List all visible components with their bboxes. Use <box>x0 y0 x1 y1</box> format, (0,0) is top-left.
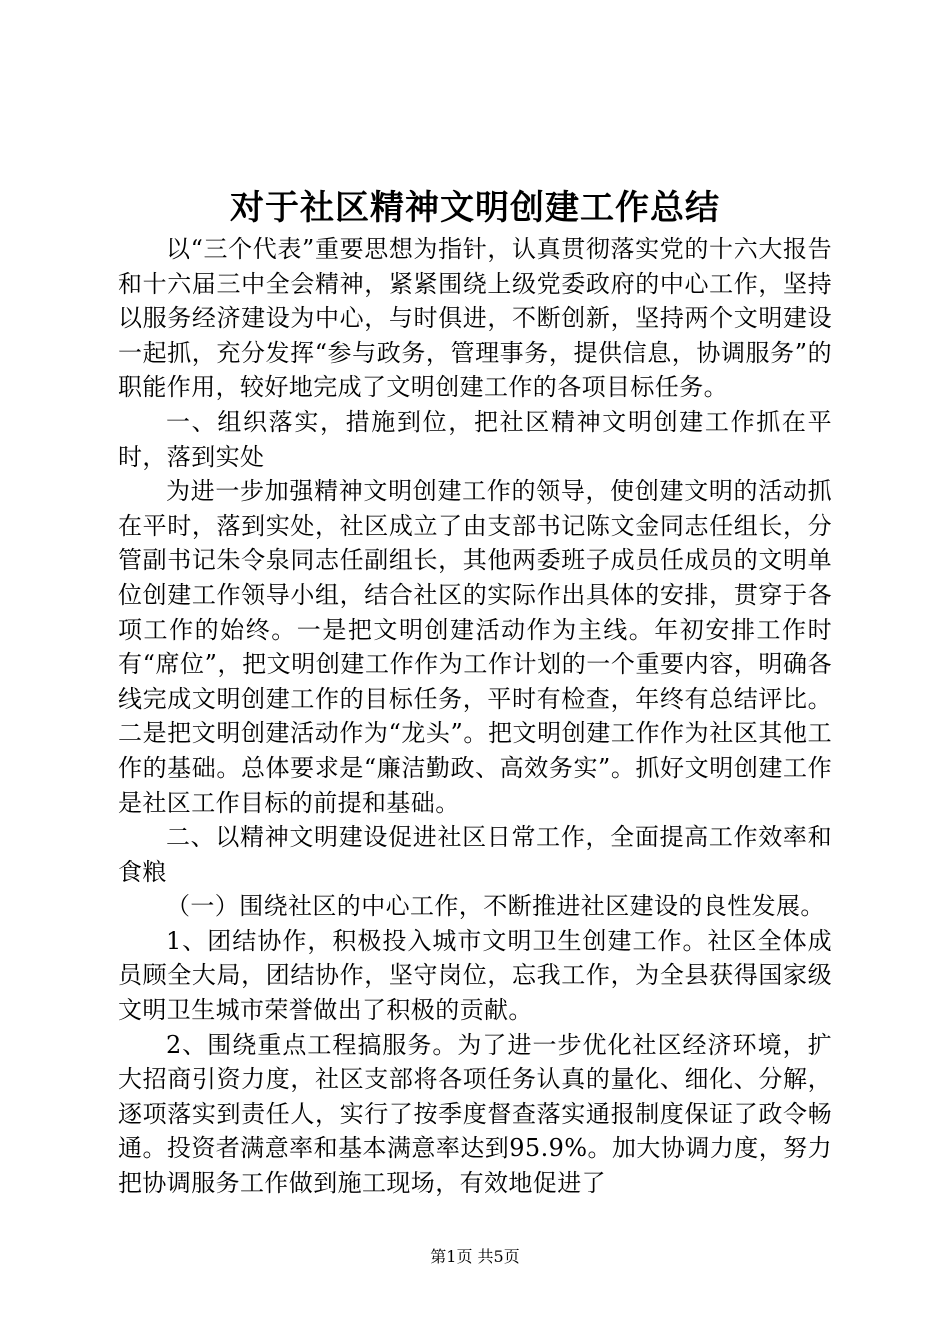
page-footer: 第1页 共5页 <box>430 1247 520 1266</box>
section-heading-1: 一、组织落实，措施到位，把社区精神文明创建工作抓在平时，落到实处 <box>118 407 832 471</box>
body-paragraph: 为进一步加强精神文明创建工作的领导，使创建文明的活动抓在平时，落到实处，社区成立了由支部书记陈文金同志任组长，分管副书记朱令泉同志任副组长，其他两委班子成员任成员的文明单位创建工作领导小组，结合社区的实际作出具体的安排，贯穿于各项工作的始终。一是把文明创建活动作为主线。年初安排工作时有“席位”，把文明创建工作作为工作计划的一个重要内容，明确各线完成文明创建工作的目标任务，平时有检查，年终有总结评比。二是把文明创建活动作为“龙头”。把文明创建工作作为社区其他工作的基础。总体要求是“廉洁勤政、高效务实”。抓好文明创建工作是社区工作目标的前提和基础。 <box>118 477 832 817</box>
document-title: 对于社区精神文明创建工作总结 <box>230 188 720 228</box>
body-paragraph: 2、围绕重点工程搞服务。为了进一步优化社区经济环境，扩大招商引资力度，社区支部将各项任务认真的量化、细化、分解，逐项落实到责任人，实行了按季度督查落实通报制度保证了政令畅通。投资者满意率和基本满意率达到95.9%。加大协调力度，努力把协调服务工作做到施工现场，有效地促进了 <box>118 1030 832 1198</box>
body-paragraph: 1、团结协作，积极投入城市文明卫生创建工作。社区全体成员顾全大局，团结协作，坚守岗位，忘我工作，为全县获得国家级文明卫生城市荣誉做出了积极的贡献。 <box>118 926 832 1025</box>
intro-paragraph: 以“三个代表”重要思想为指针，认真贯彻落实党的十六大报告和十六届三中全会精神，紧紧围绕上级党委政府的中心工作，坚持以服务经济建设为中心，与时俱进，不断创新，坚持两个文明建设一起抓，充分发挥“参与政务，管理事务，提供信息，协调服务”的职能作用，较好地完成了文明创建工作的各项目标任务。 <box>118 235 832 402</box>
subsection-heading-1: （一）围绕社区的中心工作，不断推进社区建设的良性发展。 <box>166 892 825 921</box>
section-heading-2: 二、以精神文明建设促进社区日常工作，全面提高工作效率和食粮 <box>118 823 832 886</box>
document-body <box>118 232 832 1201</box>
